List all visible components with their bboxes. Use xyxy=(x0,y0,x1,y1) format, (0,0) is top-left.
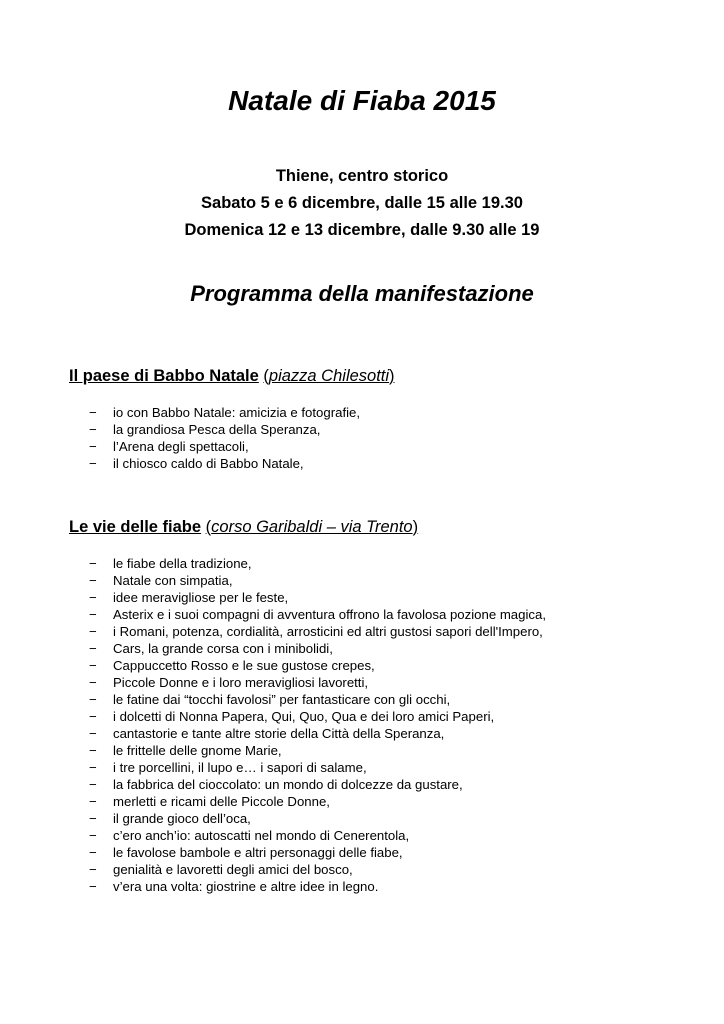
dash-bullet: − xyxy=(89,422,97,437)
dash-bullet: − xyxy=(89,607,97,622)
list-item-text: idee meravigliose per le feste, xyxy=(113,590,289,605)
dash-bullet: − xyxy=(89,405,97,420)
dash-bullet: − xyxy=(89,692,97,707)
list-item xyxy=(89,606,546,623)
dash-bullet: − xyxy=(89,760,97,775)
section-list-paese-babbo-natale xyxy=(89,404,360,472)
list-item-text: genialità e lavoretti degli amici del bosco, xyxy=(113,862,353,877)
list-item xyxy=(89,878,546,895)
dash-bullet: − xyxy=(89,439,97,454)
list-item xyxy=(89,827,546,844)
list-item xyxy=(89,555,546,572)
list-item-text: c’ero anch’io: autoscatti nel mondo di Cenerentola, xyxy=(113,828,410,843)
dash-bullet: − xyxy=(89,828,97,843)
section-place: piazza Chilesotti xyxy=(268,367,390,385)
dash-bullet: − xyxy=(89,845,97,860)
event-dates-saturday: Sabato 5 e 6 dicembre, dalle 15 alle 19.30 xyxy=(201,194,523,212)
list-item-text: i dolcetti di Nonna Papera, Qui, Quo, Qua e dei loro amici Paperi, xyxy=(113,709,495,724)
program-subtitle: Programma della manifestazione xyxy=(190,281,534,306)
list-item xyxy=(89,861,546,878)
list-item xyxy=(89,657,546,674)
list-item xyxy=(89,674,546,691)
section-place: corso Garibaldi – via Trento xyxy=(211,518,413,536)
dash-bullet: − xyxy=(89,658,97,673)
list-item-text: Cars, la grande corsa con i minibolidi, xyxy=(113,641,333,656)
list-item xyxy=(89,759,546,776)
dash-bullet: − xyxy=(89,456,97,471)
list-item xyxy=(89,742,546,759)
list-item-text: l’Arena degli spettacoli, xyxy=(113,439,249,454)
list-item xyxy=(89,691,546,708)
list-item xyxy=(89,438,360,455)
dash-bullet: − xyxy=(89,811,97,826)
dash-bullet: − xyxy=(89,641,97,656)
event-location: Thiene, centro storico xyxy=(275,167,449,185)
list-item xyxy=(89,455,360,472)
document-title: Natale di Fiaba 2015 xyxy=(228,85,496,116)
event-dates-sunday: Domenica 12 e 13 dicembre, dalle 9.30 alle 19 xyxy=(184,221,540,239)
dash-bullet: − xyxy=(89,556,97,571)
list-item xyxy=(89,725,546,742)
list-item-text: v’era una volta: giostrine e altre idee in legno. xyxy=(113,879,379,894)
section-name: Le vie delle fiabe xyxy=(69,518,202,536)
list-item-text: cantastorie e tante altre storie della Città della Speranza, xyxy=(113,726,445,741)
dash-bullet: − xyxy=(89,862,97,877)
dash-bullet: − xyxy=(89,794,97,809)
list-item xyxy=(89,623,546,640)
list-item-text: io con Babbo Natale: amicizia e fotografie, xyxy=(113,405,361,420)
list-item xyxy=(89,572,546,589)
list-item-text: le favolose bambole e altri personaggi delle fiabe, xyxy=(113,845,403,860)
dash-bullet: − xyxy=(89,777,97,792)
dash-bullet: − xyxy=(89,675,97,690)
list-item-text: il grande gioco dell’oca, xyxy=(113,811,251,826)
list-item-text: Natale con simpatia, xyxy=(113,573,233,588)
section-list-vie-delle-fiabe xyxy=(89,555,546,895)
list-item xyxy=(89,708,546,725)
list-item-text: i Romani, potenza, cordialità, arrosticini ed altri gustosi sapori dell'Impero, xyxy=(113,624,543,639)
list-item xyxy=(89,810,546,827)
list-item-text: le fatine dai “tocchi favolosi” per fantasticare con gli occhi, xyxy=(113,692,451,707)
dash-bullet: − xyxy=(89,726,97,741)
dash-bullet: − xyxy=(89,879,97,894)
list-item xyxy=(89,404,360,421)
list-item-text: Piccole Donne e i loro meravigliosi lavoretti, xyxy=(113,675,369,690)
list-item xyxy=(89,589,546,606)
list-item-text: Asterix e i suoi compagni di avventura offrono la favolosa pozione magica, xyxy=(113,607,546,622)
section-name: Il paese di Babbo Natale xyxy=(69,367,259,385)
list-item-text: il chiosco caldo di Babbo Natale, xyxy=(113,456,304,471)
section-heading-paese-babbo-natale: Il paese di Babbo Natale (piazza Chilesotti) xyxy=(69,367,395,385)
list-item xyxy=(89,421,360,438)
list-item-text: la grandiosa Pesca della Speranza, xyxy=(113,422,321,437)
list-item-text: i tre porcellini, il lupo e… i sapori di salame, xyxy=(113,760,367,775)
list-item xyxy=(89,776,546,793)
dash-bullet: − xyxy=(89,709,97,724)
dash-bullet: − xyxy=(89,624,97,639)
list-item-text: merletti e ricami delle Piccole Donne, xyxy=(113,794,330,809)
list-item xyxy=(89,793,546,810)
dash-bullet: − xyxy=(89,590,97,605)
list-item-text: le fiabe della tradizione, xyxy=(113,556,252,571)
list-item-text: la fabbrica del cioccolato: un mondo di dolcezze da gustare, xyxy=(113,777,463,792)
list-item-text: le frittelle delle gnome Marie, xyxy=(113,743,282,758)
event-info xyxy=(0,163,724,244)
list-item-text: Cappuccetto Rosso e le sue gustose crepes, xyxy=(113,658,375,673)
list-item xyxy=(89,640,546,657)
dash-bullet: − xyxy=(89,743,97,758)
list-item xyxy=(89,844,546,861)
section-heading-vie-delle-fiabe: Le vie delle fiabe (corso Garibaldi – via Trento) xyxy=(69,518,419,536)
dash-bullet: − xyxy=(89,573,97,588)
